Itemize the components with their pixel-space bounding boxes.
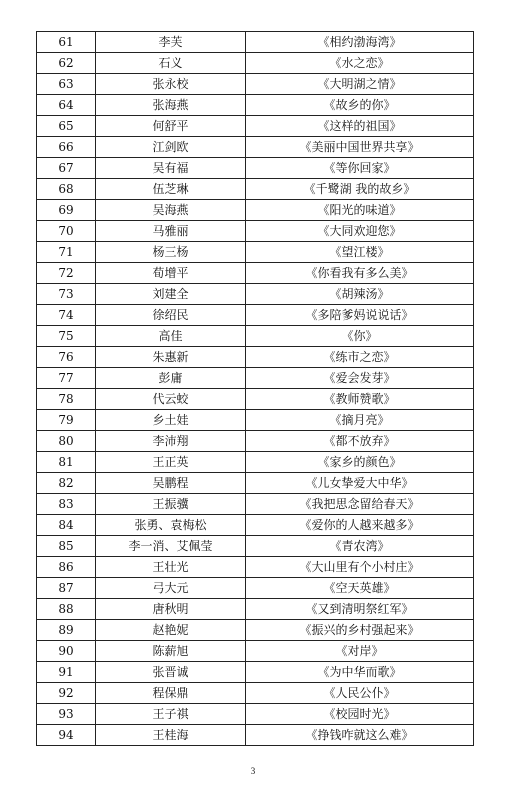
author-name: 荀增平 bbox=[96, 263, 246, 284]
author-name: 王正英 bbox=[96, 452, 246, 473]
row-number: 62 bbox=[37, 53, 96, 74]
work-title: 《为中华而歌》 bbox=[246, 662, 474, 683]
author-name: 马雅丽 bbox=[96, 221, 246, 242]
table-row bbox=[37, 683, 474, 704]
table-row bbox=[37, 305, 474, 326]
work-title: 《校园时光》 bbox=[246, 704, 474, 725]
author-name: 王壮光 bbox=[96, 557, 246, 578]
table-row bbox=[37, 557, 474, 578]
page-number: 3 bbox=[250, 766, 256, 776]
table-row bbox=[37, 95, 474, 116]
author-name: 赵艳妮 bbox=[96, 620, 246, 641]
author-name: 陈薪旭 bbox=[96, 641, 246, 662]
author-name: 高佳 bbox=[96, 326, 246, 347]
row-number: 94 bbox=[37, 725, 96, 746]
author-name: 徐绍民 bbox=[96, 305, 246, 326]
table-row bbox=[37, 452, 474, 473]
author-name: 刘建全 bbox=[96, 284, 246, 305]
table-row bbox=[37, 179, 474, 200]
author-name: 弓大元 bbox=[96, 578, 246, 599]
row-number: 84 bbox=[37, 515, 96, 536]
row-number: 73 bbox=[37, 284, 96, 305]
row-number: 72 bbox=[37, 263, 96, 284]
work-title: 《空天英雄》 bbox=[246, 578, 474, 599]
work-title: 《千鹭湖 我的故乡》 bbox=[246, 179, 474, 200]
row-number: 68 bbox=[37, 179, 96, 200]
author-name: 李芙 bbox=[96, 32, 246, 53]
author-name: 吴海燕 bbox=[96, 200, 246, 221]
entries-table bbox=[36, 31, 474, 746]
table-row bbox=[37, 662, 474, 683]
author-name: 江剑欧 bbox=[96, 137, 246, 158]
author-name: 何舒平 bbox=[96, 116, 246, 137]
work-title: 《这样的祖国》 bbox=[246, 116, 474, 137]
table-row bbox=[37, 725, 474, 746]
table-row bbox=[37, 536, 474, 557]
row-number: 64 bbox=[37, 95, 96, 116]
table-row bbox=[37, 74, 474, 95]
author-name: 张永校 bbox=[96, 74, 246, 95]
author-name: 程保鼎 bbox=[96, 683, 246, 704]
table-row bbox=[37, 221, 474, 242]
author-name: 伍芝琳 bbox=[96, 179, 246, 200]
table-row bbox=[37, 116, 474, 137]
row-number: 79 bbox=[37, 410, 96, 431]
work-title: 《青农湾》 bbox=[246, 536, 474, 557]
work-title: 《爱会发芽》 bbox=[246, 368, 474, 389]
row-number: 88 bbox=[37, 599, 96, 620]
row-number: 67 bbox=[37, 158, 96, 179]
row-number: 65 bbox=[37, 116, 96, 137]
table-row bbox=[37, 326, 474, 347]
work-title: 《我把思念留给春天》 bbox=[246, 494, 474, 515]
author-name: 彭庸 bbox=[96, 368, 246, 389]
row-number: 70 bbox=[37, 221, 96, 242]
row-number: 71 bbox=[37, 242, 96, 263]
author-name: 王振骥 bbox=[96, 494, 246, 515]
work-title: 《水之恋》 bbox=[246, 53, 474, 74]
author-name: 李沛翔 bbox=[96, 431, 246, 452]
row-number: 91 bbox=[37, 662, 96, 683]
work-title: 《美丽中国世界共享》 bbox=[246, 137, 474, 158]
table-row bbox=[37, 620, 474, 641]
table-row bbox=[37, 284, 474, 305]
author-name: 王桂海 bbox=[96, 725, 246, 746]
row-number: 83 bbox=[37, 494, 96, 515]
row-number: 93 bbox=[37, 704, 96, 725]
work-title: 《相约渤海湾》 bbox=[246, 32, 474, 53]
work-title: 《故乡的你》 bbox=[246, 95, 474, 116]
work-title: 《大同欢迎您》 bbox=[246, 221, 474, 242]
work-title: 《摘月亮》 bbox=[246, 410, 474, 431]
author-name: 王子祺 bbox=[96, 704, 246, 725]
work-title: 《你看我有多么美》 bbox=[246, 263, 474, 284]
table-row bbox=[37, 410, 474, 431]
row-number: 80 bbox=[37, 431, 96, 452]
row-number: 87 bbox=[37, 578, 96, 599]
row-number: 66 bbox=[37, 137, 96, 158]
work-title: 《等你回家》 bbox=[246, 158, 474, 179]
row-number: 78 bbox=[37, 389, 96, 410]
author-name: 乡土娃 bbox=[96, 410, 246, 431]
author-name: 杨三杨 bbox=[96, 242, 246, 263]
row-number: 81 bbox=[37, 452, 96, 473]
work-title: 《家乡的颜色》 bbox=[246, 452, 474, 473]
table-row bbox=[37, 242, 474, 263]
author-name: 石义 bbox=[96, 53, 246, 74]
table-row bbox=[37, 137, 474, 158]
work-title: 《大明湖之情》 bbox=[246, 74, 474, 95]
work-title: 《挣钱咋就这么难》 bbox=[246, 725, 474, 746]
author-name: 唐秋明 bbox=[96, 599, 246, 620]
work-title: 《对岸》 bbox=[246, 641, 474, 662]
work-title: 《教师赞歌》 bbox=[246, 389, 474, 410]
work-title: 《练市之恋》 bbox=[246, 347, 474, 368]
table-row bbox=[37, 158, 474, 179]
row-number: 61 bbox=[37, 32, 96, 53]
table-row bbox=[37, 578, 474, 599]
table-row bbox=[37, 263, 474, 284]
table-row bbox=[37, 515, 474, 536]
author-name: 吴鹏程 bbox=[96, 473, 246, 494]
work-title: 《你》 bbox=[246, 326, 474, 347]
author-name: 朱惠新 bbox=[96, 347, 246, 368]
table-row bbox=[37, 704, 474, 725]
row-number: 75 bbox=[37, 326, 96, 347]
row-number: 77 bbox=[37, 368, 96, 389]
row-number: 89 bbox=[37, 620, 96, 641]
work-title: 《儿女挚爱大中华》 bbox=[246, 473, 474, 494]
table-row bbox=[37, 53, 474, 74]
table-row bbox=[37, 494, 474, 515]
work-title: 《望江楼》 bbox=[246, 242, 474, 263]
table-row bbox=[37, 641, 474, 662]
work-title: 《阳光的味道》 bbox=[246, 200, 474, 221]
row-number: 69 bbox=[37, 200, 96, 221]
author-name: 代云蛟 bbox=[96, 389, 246, 410]
author-name: 李一消、艾佩莹 bbox=[96, 536, 246, 557]
row-number: 85 bbox=[37, 536, 96, 557]
work-title: 《振兴的乡村强起来》 bbox=[246, 620, 474, 641]
work-title: 《多陪爹妈说说话》 bbox=[246, 305, 474, 326]
author-name: 张勇、袁梅松 bbox=[96, 515, 246, 536]
row-number: 82 bbox=[37, 473, 96, 494]
work-title: 《人民公仆》 bbox=[246, 683, 474, 704]
work-title: 《爱你的人越来越多》 bbox=[246, 515, 474, 536]
work-title: 《又到清明祭红军》 bbox=[246, 599, 474, 620]
row-number: 92 bbox=[37, 683, 96, 704]
table-row bbox=[37, 389, 474, 410]
work-title: 《胡辣汤》 bbox=[246, 284, 474, 305]
table-row bbox=[37, 368, 474, 389]
author-name: 张海燕 bbox=[96, 95, 246, 116]
table-row bbox=[37, 200, 474, 221]
row-number: 90 bbox=[37, 641, 96, 662]
table-row bbox=[37, 347, 474, 368]
row-number: 86 bbox=[37, 557, 96, 578]
work-title: 《都不放弃》 bbox=[246, 431, 474, 452]
table-row bbox=[37, 431, 474, 452]
table-row bbox=[37, 32, 474, 53]
author-name: 张晋诚 bbox=[96, 662, 246, 683]
table-row bbox=[37, 473, 474, 494]
author-name: 吴有福 bbox=[96, 158, 246, 179]
work-title: 《大山里有个小村庄》 bbox=[246, 557, 474, 578]
row-number: 74 bbox=[37, 305, 96, 326]
entries-table-body bbox=[37, 32, 474, 746]
table-row bbox=[37, 599, 474, 620]
row-number: 76 bbox=[37, 347, 96, 368]
row-number: 63 bbox=[37, 74, 96, 95]
